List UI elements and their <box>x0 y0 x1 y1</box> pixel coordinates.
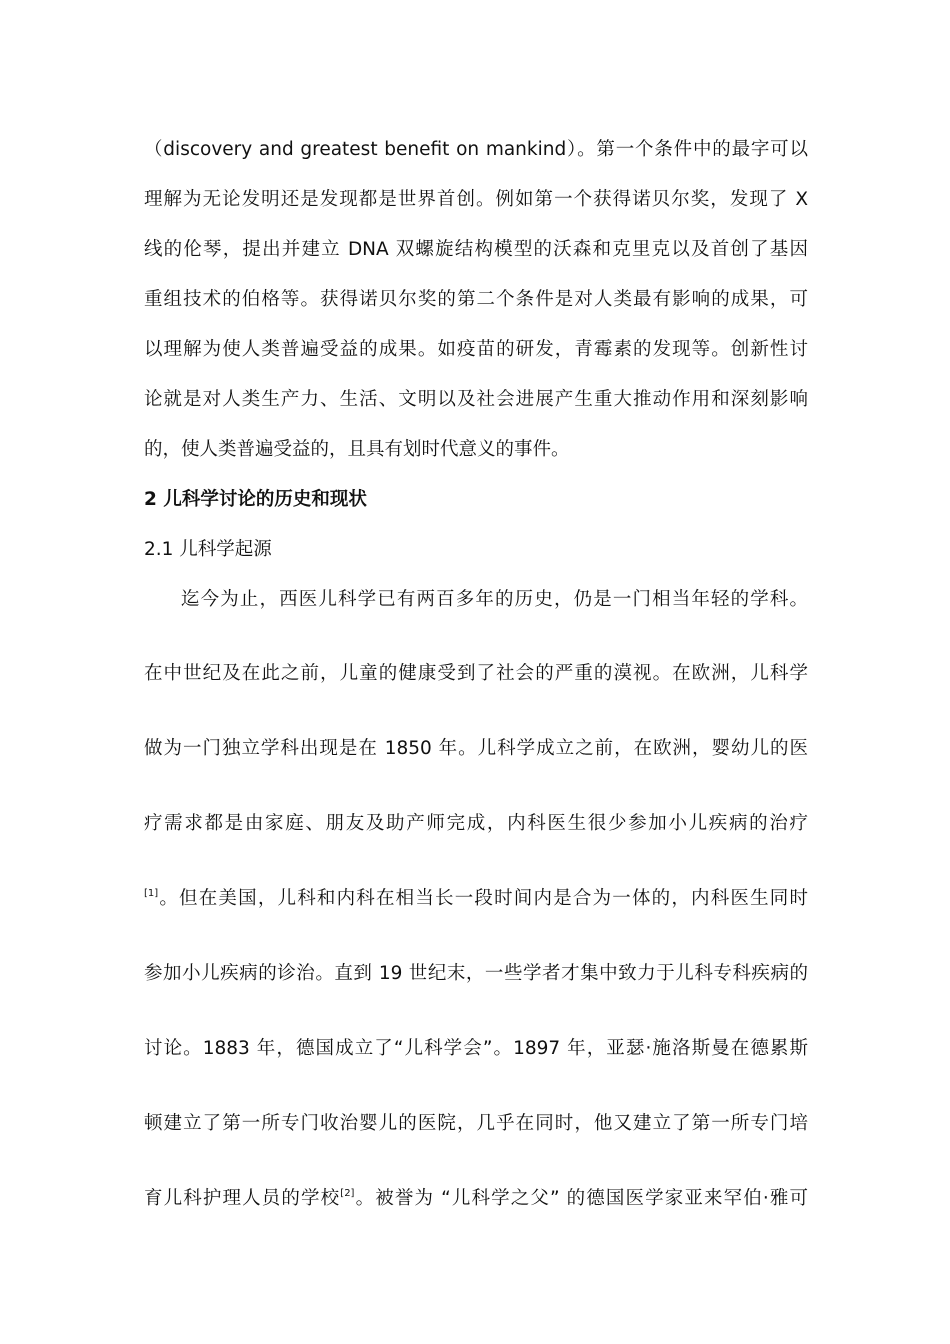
paragraph-text: 。但在美国，儿科和内科在相当长一段时间内是合为一体的，内科医生同时 <box>158 888 808 909</box>
paragraph-line: 讨论。1883 年，德国成立了“儿科学会”。1897 年，亚瑟·施洛斯曼在德累斯 <box>144 1038 808 1059</box>
paragraph-line: （discovery and greatest benefit on mankind）。第一个条件中的最字可以 <box>144 139 808 160</box>
paragraph-line: 论就是对人类生产力、生活、文明以及社会进展产生重大推动作用和深刻影响 <box>144 389 808 410</box>
paragraph-line: 线的伦琴，提出并建立 DNA 双螺旋结构模型的沃森和克里克以及首创了基因 <box>144 239 808 260</box>
paragraph-line: 参加小儿疾病的诊治。直到 19 世纪末，一些学者才集中致力于儿科专科疾病的 <box>144 963 808 984</box>
paragraph-line: 理解为无论发明还是发现都是世界首创。例如第一个获得诺贝尔奖，发现了 X <box>144 189 808 210</box>
paragraph-line: 的，使人类普遍受益的，且具有划时代意义的事件。 <box>144 439 570 460</box>
paragraph-line: 做为一门独立学科出现是在 1850 年。儿科学成立之前，在欧洲，婴幼儿的医 <box>144 738 808 759</box>
paragraph-text: 。被誉为 “儿科学之父” 的德国医学家亚来罕伯·雅可 <box>354 1188 808 1209</box>
paragraph-line-with-citation <box>144 1187 808 1211</box>
paragraph-line: 以理解为使人类普遍受益的成果。如疫苗的研发，青霉素的发现等。创新性讨 <box>144 339 808 360</box>
citation-ref[interactable]: [1] <box>144 888 159 899</box>
paragraph-line: 在中世纪及在此之前，儿童的健康受到了社会的严重的漠视。在欧洲，儿科学 <box>144 663 808 684</box>
subsection-heading: 2.1 儿科学起源 <box>144 539 272 560</box>
section-heading: 2 儿科学讨论的历史和现状 <box>144 489 367 510</box>
citation-ref[interactable]: [2] <box>340 1188 355 1199</box>
paragraph-line-with-citation <box>144 887 808 911</box>
paragraph-line: 迄今为止，西医儿科学已有两百多年的历史，仍是一门相当年轻的学科。 <box>181 589 808 610</box>
paragraph-line: 疗需求都是由家庭、朋友及助产师完成，内科医生很少参加小儿疾病的治疗 <box>144 813 808 834</box>
paragraph-line: 顿建立了第一所专门收治婴儿的医院，几乎在同时，他又建立了第一所专门培 <box>144 1113 808 1134</box>
paragraph-text: 育儿科护理人员的学校 <box>144 1188 341 1209</box>
paragraph-line: 重组技术的伯格等。获得诺贝尔奖的第二个条件是对人类最有影响的成果，可 <box>144 289 808 310</box>
